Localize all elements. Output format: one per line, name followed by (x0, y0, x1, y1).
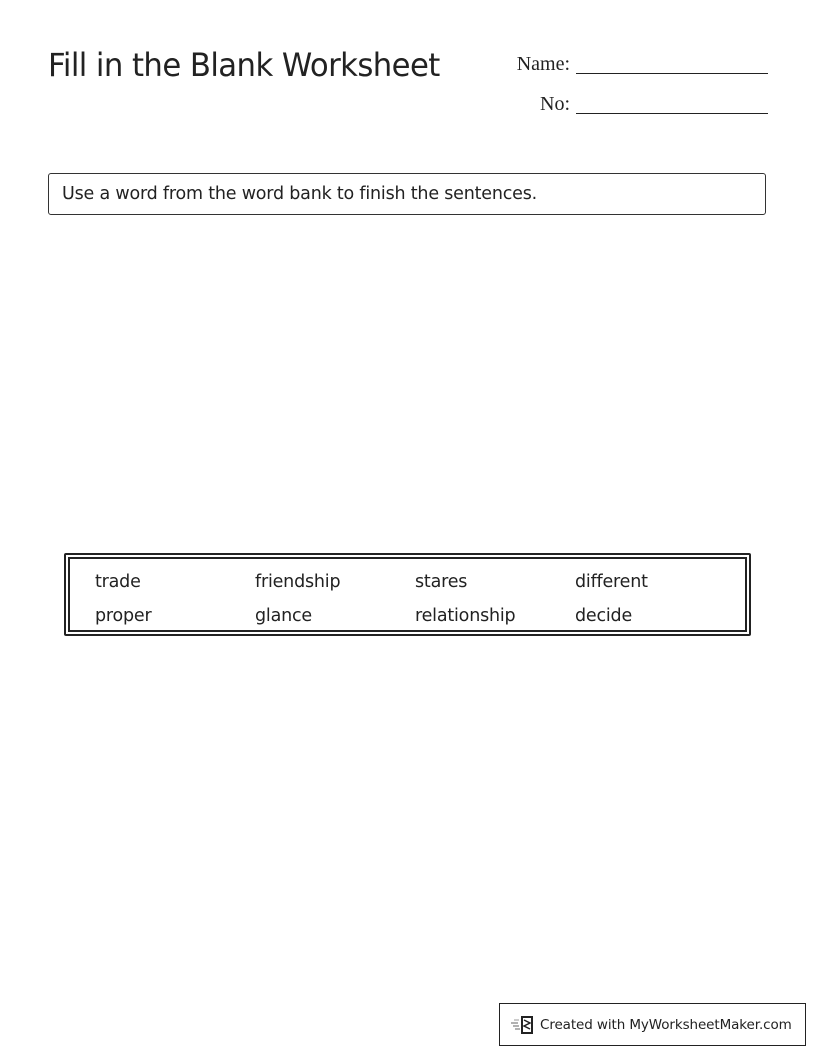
name-blank-line (576, 55, 768, 74)
word-bank-item: stares (415, 572, 468, 592)
number-field (510, 94, 768, 114)
instructions-box: Use a word from the word bank to finish the sentences. (48, 173, 766, 215)
number-blank-line (576, 95, 768, 114)
name-label: Name: (516, 53, 570, 75)
worksheet-maker-logo-icon (510, 1014, 536, 1036)
word-bank-item: relationship (415, 606, 516, 626)
page-title: Fill in the Blank Worksheet (48, 46, 440, 84)
word-bank-item: decide (575, 606, 633, 626)
word-bank-item: glance (255, 606, 312, 626)
name-field (510, 54, 768, 74)
number-label: No: (540, 93, 570, 115)
word-bank-item: proper (95, 606, 152, 626)
credit-text: Created with MyWorksheetMaker.com (540, 1016, 792, 1033)
word-bank-inner-border (68, 557, 747, 632)
word-bank (64, 553, 751, 636)
credit-badge[interactable] (499, 1003, 806, 1046)
word-bank-item: trade (95, 572, 141, 592)
word-bank-item: friendship (255, 572, 341, 592)
word-bank-item: different (575, 572, 648, 592)
